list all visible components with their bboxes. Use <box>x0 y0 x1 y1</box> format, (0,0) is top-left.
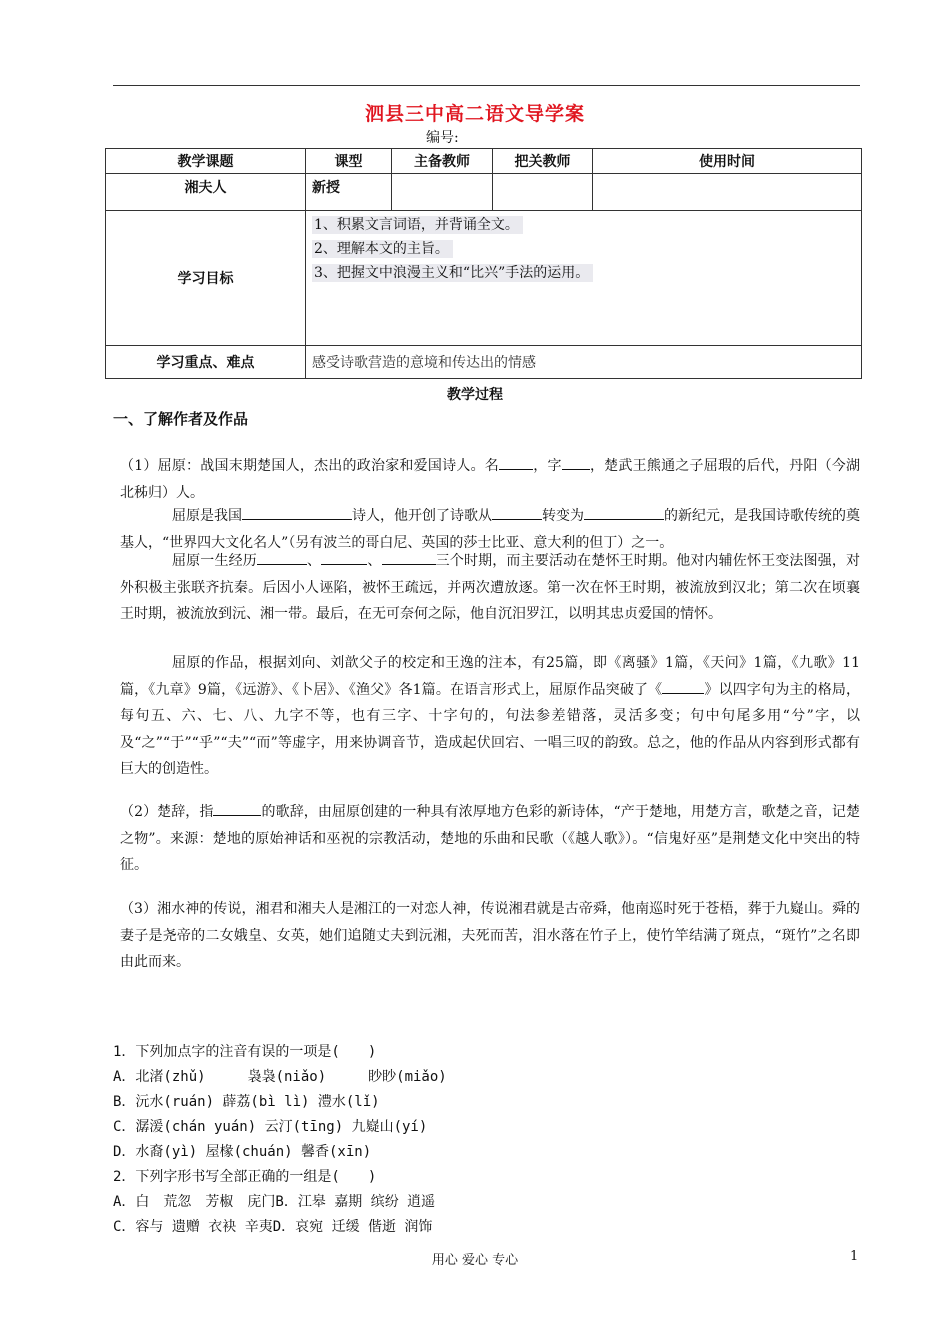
question-stem: 1．下列加点字的注音有误的一项是( ) <box>113 1044 377 1060</box>
para-text: 、 <box>306 553 322 569</box>
para-text: ，楚武王熊通之子屈瑕的后代，丹阳（今湖北秭归）人。 <box>120 458 861 501</box>
paragraph-qu-yuan-intro <box>120 453 860 506</box>
para-text: 的歌辞，由屈原创建的一种具有浓厚地方色彩的新诗体，“产于楚地，用楚方言，歌楚之音，记楚之物”。来源：楚地的原始神话和巫祝的宗教活动，楚地的乐曲和民歌（《越人歌》）。“信鬼好巫”是荆楚文化中突出的特征。 <box>120 804 860 873</box>
para-text: （1）屈原：战国末期楚国人，杰出的政治家和爱国诗人。名 <box>120 458 500 474</box>
goal-item: 1、积累文言词语，并背诵全文。 <box>312 216 523 234</box>
fill-blank[interactable] <box>562 454 590 470</box>
fill-blank[interactable] <box>213 800 261 816</box>
page-number: 1 <box>850 1249 859 1264</box>
section-heading: 一、了解作者及作品 <box>113 410 249 428</box>
question-option: D．水裔(yì) 屋椽(chuán) 馨香(xīn) <box>113 1144 372 1160</box>
para-text: 三个时期，而主要活动在楚怀王时期。他对内辅佐怀王变法图强，对外积极主张联齐抗秦。后因小人诬陷，被怀王疏远，并两次遭放逐。第一次在怀王时期，被流放到汉北；第二次在顷襄王时期，被流放到沅、湘一带。最后，在无可奈何之际，他自沉汨罗江，以明其忠贞爱国的情怀。 <box>120 553 861 622</box>
fill-blank[interactable] <box>257 549 307 565</box>
paragraph-qu-yuan-life <box>120 548 860 628</box>
para-text: 屈原的作品，根据刘向、刘歆父子的校定和王逸的注本，有25篇，即《离骚》1篇，《天问》1篇，《九歌》11篇，《九章》9篇，《远游》、《卜居》、《渔父》各1篇。在语言形式上，屈原作品突破了《 <box>120 655 860 698</box>
para-text: 屈原是我国 <box>172 508 242 524</box>
fill-blank[interactable] <box>499 454 533 470</box>
focus-row <box>106 346 862 379</box>
para-text: 转变为 <box>542 508 584 524</box>
lesson-type-value: 新授 <box>306 174 392 211</box>
doc-number-label: 编号: <box>426 130 459 146</box>
question-list <box>113 1040 860 1240</box>
para-text: （2）楚辞，指 <box>120 804 214 820</box>
question-option: C．潺湲(chán yuán) 云汀(tīng) 九嶷山(yí) <box>113 1119 428 1135</box>
focus-label: 学习重点、难点 <box>106 346 306 379</box>
lead-teacher-value <box>392 174 493 211</box>
header-use-time: 使用时间 <box>593 149 862 174</box>
question-stem: 2．下列字形书写全部正确的一组是( ) <box>113 1169 377 1185</box>
fill-blank[interactable] <box>584 504 664 520</box>
fill-blank[interactable] <box>242 504 352 520</box>
use-time-value <box>593 174 862 211</box>
question-option: A．北渚(zhǔ) 袅袅(niǎo) 眇眇(miǎo) <box>113 1069 447 1085</box>
goal-item: 3、把握文中浪漫主义和“比兴”手法的运用。 <box>312 264 593 282</box>
footer-motto: 用心 爱心 专心 <box>431 1253 519 1268</box>
question-option: C．容与 遗赠 衣袂 辛夷D．哀宛 迁缓 偕逝 润饰 <box>113 1219 433 1235</box>
fill-blank[interactable] <box>321 549 367 565</box>
paragraph-qu-yuan-works <box>120 650 860 783</box>
goals-label: 学习目标 <box>106 211 306 346</box>
paragraph-xiang-legend: （3）湘水神的传说，湘君和湘夫人是湘江的一对恋人神，传说湘君就是古帝舜，他南巡时死于苍梧，葬于九嶷山。舜的妻子是尧帝的二女娥皇、女英，她们追随丈夫到沅湘，夫死而苦，泪水落在竹子上，使竹竿结满了斑点，“斑竹”之名即由此而来。 <box>120 901 860 970</box>
para-text: ，字 <box>533 458 562 474</box>
question-option: B．沅水(ruán) 薜荔(bì lì) 澧水(lǐ) <box>113 1094 380 1110</box>
header-lesson-topic: 教学课题 <box>106 149 306 174</box>
lesson-topic-value: 湘夫人 <box>106 174 306 211</box>
table-row <box>106 174 862 211</box>
para-text: 、 <box>367 553 382 569</box>
para-text: 》以四字句为主的格局，每句五、六、七、八、九字不等，也有三字、十字句的，句法参差错落，灵活多变；句中句尾多用“兮”字，以及“之”“于”“乎”“夫”“而”等虚字，用来协调音节，造成起伏回宕、一唱三叹的韵致。总之，他的作品从内容到形式都有巨大的创造性。 <box>120 681 861 777</box>
question-option: A．白 荒忽 芳椒 庑门B．江皋 嘉期 缤纷 逍遥 <box>113 1194 436 1210</box>
goals-row <box>106 211 862 346</box>
header-rule <box>113 85 860 86</box>
para-text: 的新纪元，是我国诗歌传统的奠基人，“世界四大文化名人”（另有波兰的哥白尼、英国的莎士比亚、意大利的但丁）之一。 <box>120 508 860 551</box>
header-lead-teacher: 主备教师 <box>392 149 493 174</box>
process-title: 教学过程 <box>447 387 503 403</box>
table-header-row <box>106 149 862 174</box>
lesson-info-table <box>105 148 862 379</box>
paragraph-chu-ci <box>120 799 860 879</box>
review-teacher-value <box>493 174 593 211</box>
focus-text: 感受诗歌营造的意境和传达出的情感 <box>306 346 862 379</box>
fill-blank[interactable] <box>662 678 704 694</box>
header-review-teacher: 把关教师 <box>493 149 593 174</box>
header-lesson-type: 课型 <box>306 149 392 174</box>
para-text: 诗人，他开创了诗歌从 <box>352 508 492 524</box>
goals-cell <box>306 211 862 346</box>
para-text: 屈原一生经历 <box>172 553 257 569</box>
fill-blank[interactable] <box>492 504 542 520</box>
page-title: 泗县三中高二语文导学案 <box>364 103 585 125</box>
fill-blank[interactable] <box>382 549 436 565</box>
goal-item: 2、理解本文的主旨。 <box>312 240 453 258</box>
